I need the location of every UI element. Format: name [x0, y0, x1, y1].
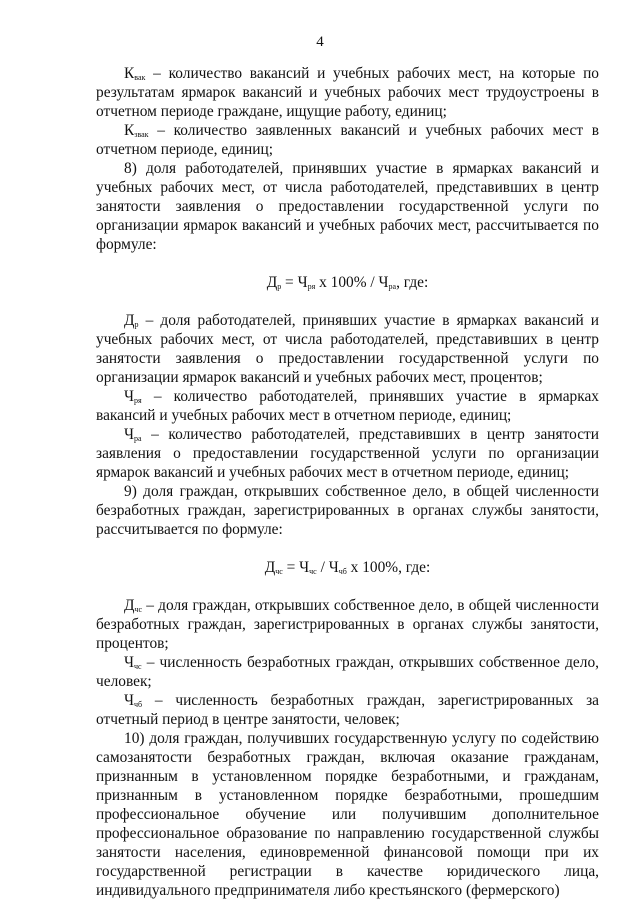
text-run: Ч	[124, 388, 135, 405]
formula	[96, 273, 599, 292]
paragraph	[96, 653, 599, 691]
document-body	[96, 64, 599, 900]
text-run: 8) доля работодателей, принявших участие в ярмарках вакансий и учебных рабочих мест, от числа работодателей, представивших в центр занятости заявления о предоставлении государственной услуги по организации ярмарок вакансий и учебных рабочих мест, рассчитывается по формуле:	[96, 160, 599, 253]
paragraph	[96, 64, 599, 121]
text-run: Д	[266, 274, 278, 291]
subscript: звак	[134, 130, 149, 139]
paragraph	[96, 159, 599, 254]
text-run: – количество работодателей, представивших в центр занятости заявления о предоставлении государственной услуги по организации ярмарок вакансий и учебных рабочих мест в отчетном периоде, единиц;	[96, 426, 599, 481]
text-run: – доля работодателей, принявших участие в ярмарках вакансий и учебных рабочих мест, от числа работодателей, представивших в центр занятости заявления о предоставлении государственной услуги по организации ярмарок вакансий и учебных рабочих мест, процентов;	[96, 312, 599, 386]
text-run: – численность безработных граждан, зарегистрированных за отчетный период в центре занятости, человек;	[96, 692, 599, 728]
text-run: – количество вакансий и учебных рабочих мест, на которые по результатам ярмарок вакансий и учебных рабочих мест трудоустроены в отчетном периоде граждане, ищущие работу, единиц;	[96, 65, 599, 120]
page-number: 4	[316, 34, 324, 50]
paragraph	[96, 691, 599, 729]
subscript: чс	[134, 662, 142, 671]
text-run: – количество работодателей, принявших участие в ярмарках вакансий и учебных рабочих мест в отчетном периоде, единиц;	[96, 388, 599, 424]
subscript: ра	[388, 282, 397, 291]
subscript: чс	[275, 567, 283, 576]
paragraph	[96, 482, 599, 539]
subscript: чс	[134, 605, 143, 614]
formula	[96, 558, 599, 577]
paragraph	[96, 387, 599, 425]
subscript: ря	[134, 396, 142, 405]
text-run: – доля граждан, открывших собственное дело, в общей численности безработных граждан, зарегистрированных в органах службы занятости, процентов;	[96, 597, 599, 652]
subscript: чб	[338, 567, 347, 576]
subscript: чб	[134, 700, 143, 709]
text-run: – количество заявленных вакансий и учебных рабочих мест в отчетном периоде, единиц;	[96, 122, 599, 158]
subscript: ра	[134, 434, 142, 443]
text-run: Ч	[124, 692, 135, 709]
text-run: Д	[124, 312, 135, 329]
text-run: / Ч	[316, 559, 339, 576]
text-run: = Ч	[281, 274, 308, 291]
paragraph	[96, 311, 599, 387]
paragraph	[96, 425, 599, 482]
text-run: – численность безработных граждан, открывших собственное дело, человек;	[96, 654, 599, 690]
subscript: вак	[134, 73, 146, 82]
text-run: х 100% / Ч	[315, 274, 389, 291]
subscript: чс	[309, 567, 317, 576]
paragraph	[96, 596, 599, 653]
text-run: Д	[124, 597, 135, 614]
text-run: = Ч	[282, 559, 310, 576]
text-run: х 100%, где:	[346, 559, 431, 576]
text-run: Ч	[124, 654, 135, 671]
text-run: К	[124, 122, 135, 139]
subscript: р	[134, 320, 139, 329]
text-run: , где:	[396, 274, 429, 291]
subscript: р	[277, 282, 282, 291]
paragraph	[96, 729, 599, 900]
text-run: Ч	[124, 426, 135, 443]
subscript: ря	[307, 282, 316, 291]
text-run: К	[124, 65, 135, 82]
paragraph	[96, 121, 599, 159]
text-run: 10) доля граждан, получивших государственную услугу по содействию самозанятости безработных граждан, включая оказание гражданам, признанным в установленном порядке безработными, и гражданам, признанным в установленном порядке безработными, прошедшим профессиональное обучение или получившим дополнительное профессиональное образование по направлению государственной службы занятости населения, единовременной финансовой помощи при их государственной регистрации в качестве юридического лица, индивидуального предпринимателя либо крестьянского (фермерского)	[96, 730, 599, 899]
text-run: Д	[264, 559, 276, 576]
text-run: 9) доля граждан, открывших собственное дело, в общей численности безработных граждан, зарегистрированных в органах службы занятости, рассчитывается по формуле:	[96, 483, 599, 538]
